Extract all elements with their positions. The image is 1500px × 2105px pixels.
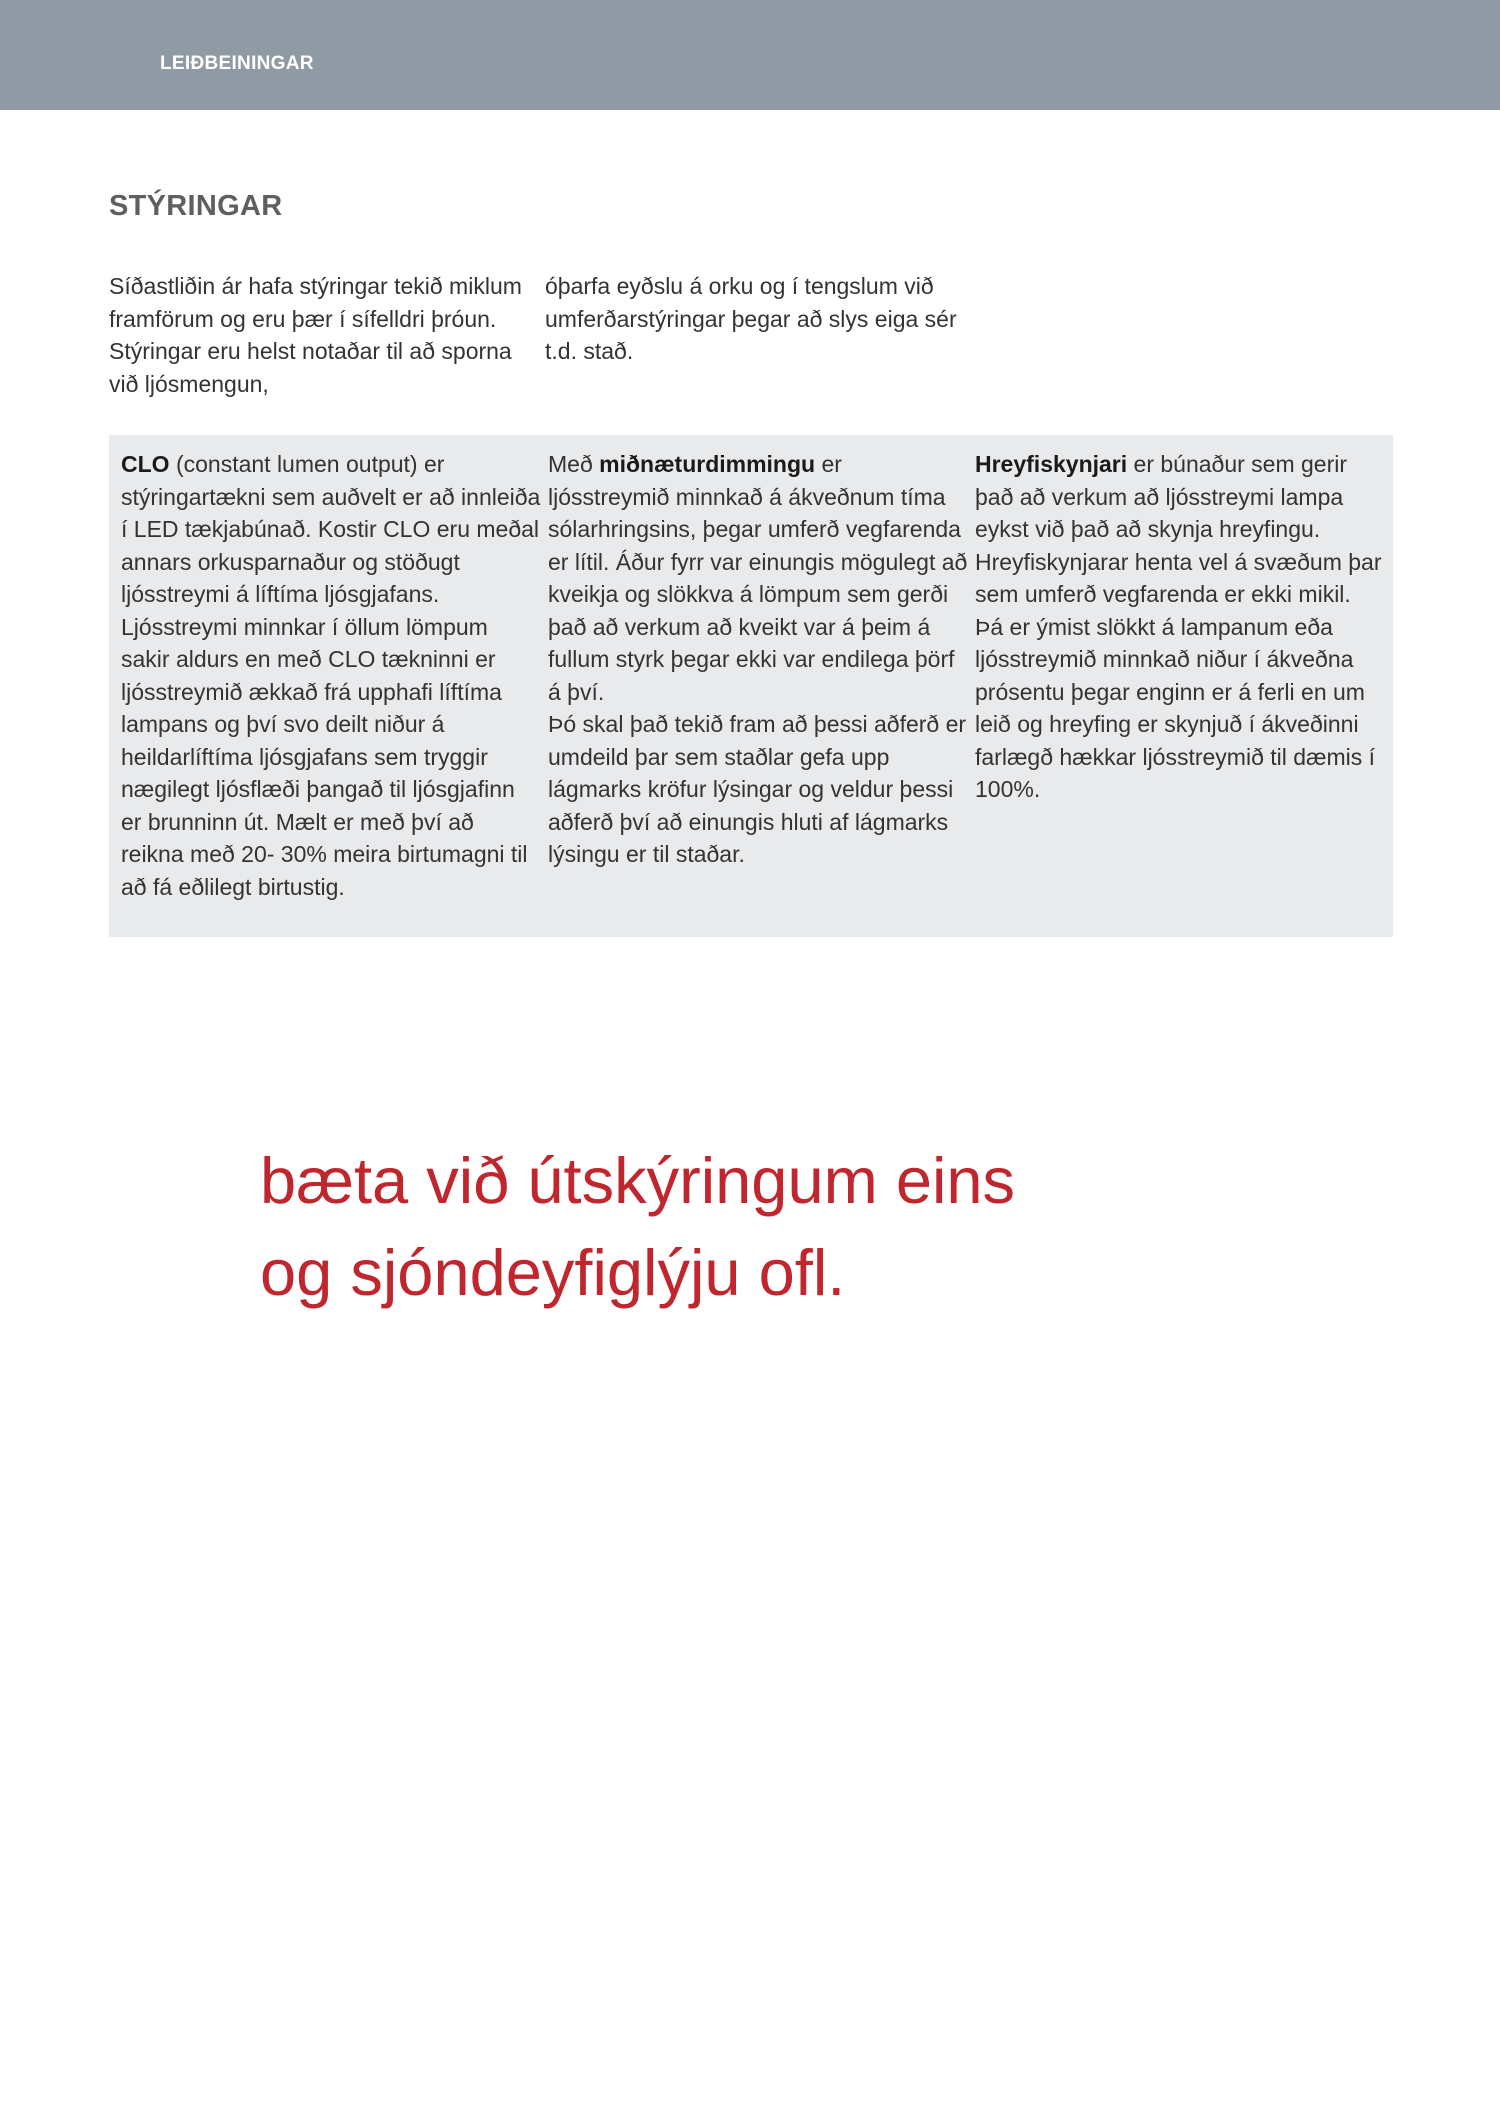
section-title: STÝRINGAR: [109, 190, 283, 222]
midnight-dimming-prefix: Með: [548, 451, 600, 477]
midnight-dimming-text-2: Þó skal það tekið fram að þessi aðferð er umdeild þar sem staðlar gefa upp lágmarks kröfur lýsingar og veldur þessi aðferð því að einungis hluti af lágmarks lýsingu er til staðar.: [548, 711, 967, 867]
clo-text: (constant lumen output) er stýringartækni sem auðvelt er að innleiða í LED tækjabúnað. Kostir CLO eru meðal annars orkusparnaður og stöðugt ljósstreymi á líftíma ljósgjafans. Ljósstreymi minnkar í öllum lömpum sakir aldurs en með CLO tækninni er ljósstreymið ækkað frá upphafi líftíma lampans og því svo deilt niður á heildarlíftíma ljósgjafans sem tryggir nægilegt ljósflæði þangað til ljósgjafinn er brunninn út. Mælt er með því að reikna með 20- 30% meira birtumagni til að fá eðlilegt birtustig.: [121, 451, 541, 900]
header-label: LEIÐBEININGAR: [160, 53, 314, 74]
header-bar: [0, 0, 1500, 110]
motion-sensor-term: Hreyfiskynjari: [975, 451, 1128, 477]
intro-text: [109, 270, 969, 400]
intro-column-1: Síðastliðin ár hafa stýringar tekið miklum framförum og eru þær í sífelldri þróun. Stýringar eru helst notaðar til að sporna við ljósmengun,: [109, 273, 522, 397]
clo-term: CLO: [121, 451, 170, 477]
midnight-dimming-text: er ljósstreymið minnkað á ákveðnum tíma sólarhringsins, þegar umferð vegfarenda er lítil. Áður fyrr var einungis mögulegt að kveikja og slökkva á lömpum sem gerði það að verkum að kveikt var á þeim á fullum styrk þegar ekki var endilega þörf á því.: [548, 451, 968, 705]
editor-note-line-1: bæta við útskýringum eins: [260, 1144, 1016, 1217]
motion-sensor-text: er búnaður sem gerir það að verkum að ljósstreymi lampa eykst við það að skynja hreyfingu. Hreyfiskynjarar henta vel á svæðum þar sem umferð vegfarenda er ekki mikil. Þá er ýmist slökkt á lampanum eða ljósstreymið minnkað niður í ákveðna prósentu þegar enginn er á ferli en um leið og hreyfing er skynjuð í ákveðinni farlægð hækkar ljósstreymið til dæmis í 100%.: [975, 451, 1382, 802]
motion-sensor-description: [975, 448, 1385, 806]
info-panel: [109, 435, 1393, 937]
editor-note-line-2: og sjóndeyfiglýju ofl.: [260, 1236, 846, 1309]
midnight-dimming-description: [548, 448, 968, 871]
clo-description: [121, 448, 541, 903]
editor-note: [260, 1135, 1160, 1319]
intro-column-2: óþarfa eyðslu á orku og í tengslum við umferðarstýringar þegar að slys eiga sér t.d. stað.: [545, 273, 957, 364]
midnight-dimming-term: miðnæturdimmingu: [599, 451, 816, 477]
